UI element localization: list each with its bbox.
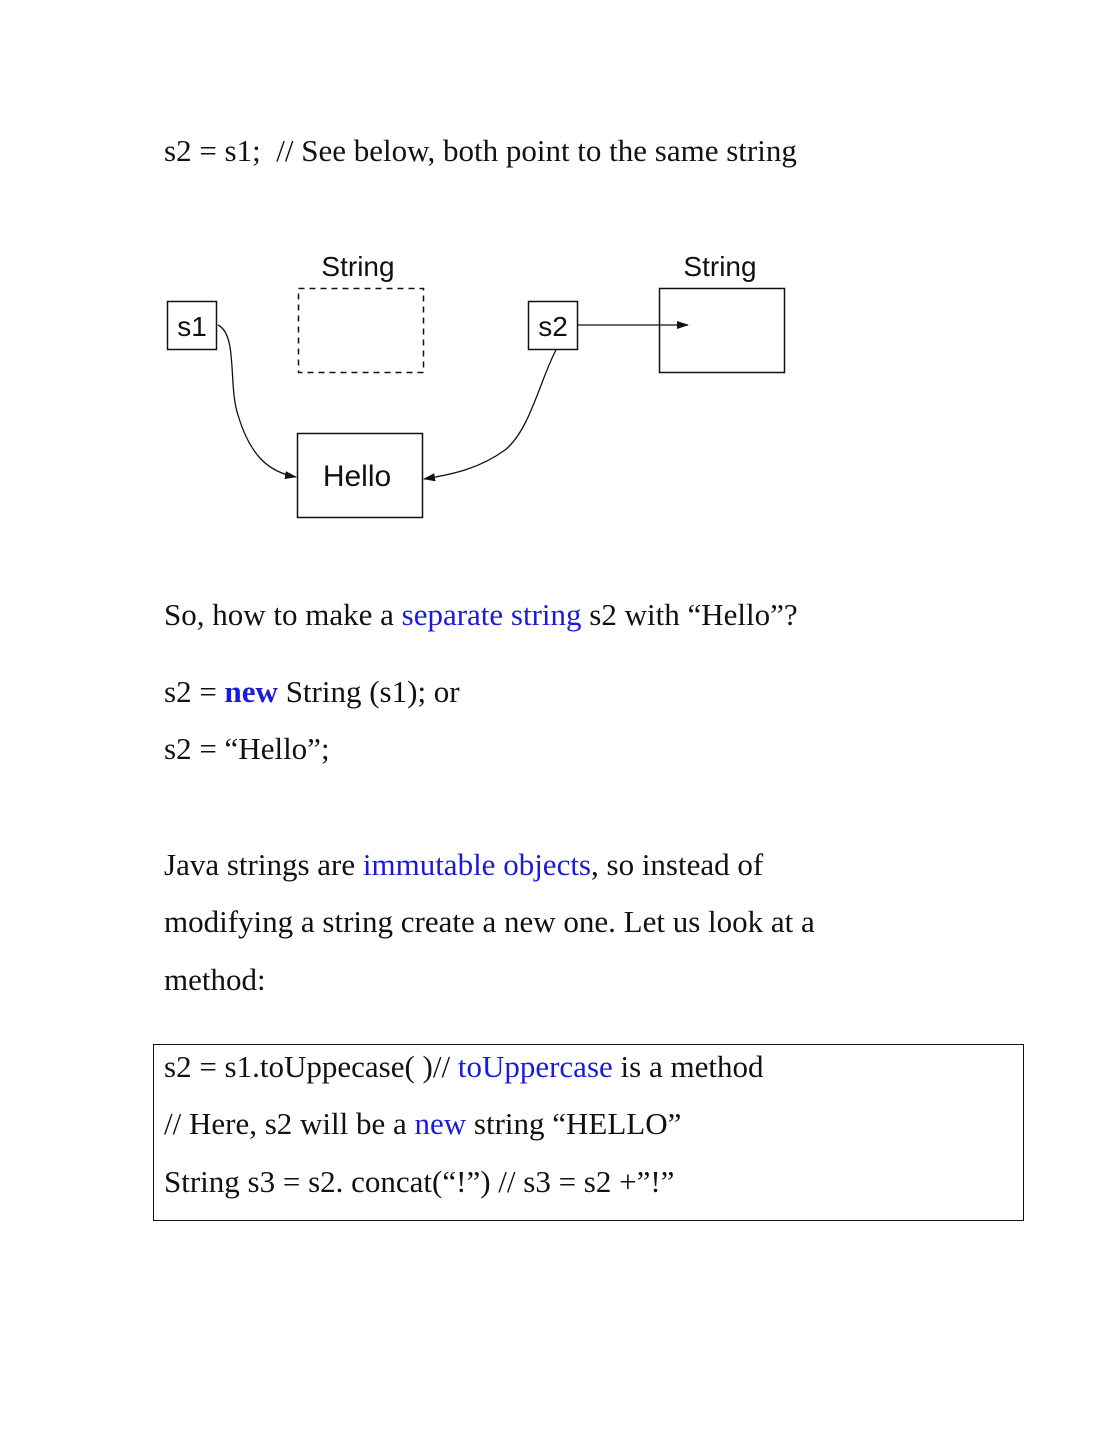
immutable-line-2: modifying a string create a new one. Let us look at a [164, 904, 815, 939]
reference-diagram [0, 0, 1113, 560]
immutable-l1-end: , so instead of [591, 847, 764, 882]
intro-comment: // See below, both point to the same string [276, 133, 797, 168]
immutable-line-3: method: [164, 962, 266, 997]
hello-label: Hello [322, 460, 392, 493]
code-l2-highlight: new [414, 1106, 467, 1141]
code-line-3: String s3 = s2. concat(“!”) // s3 = s2 +”!” [164, 1164, 675, 1199]
question-text-start: So, how to make a [164, 597, 402, 632]
immutable-highlight: immutable objects [362, 847, 591, 882]
new-keyword: new [224, 674, 278, 709]
s2-to-hello-arrow [424, 350, 556, 479]
new-string-box [660, 289, 785, 373]
string-label-right: String [683, 251, 757, 282]
intro-code: s2 = s1; [164, 133, 261, 168]
immutable-l1-start: Java strings are [164, 847, 363, 882]
code-l2-end: string “HELLO” [466, 1106, 682, 1141]
code-l2-start: // Here, s2 will be a [164, 1106, 415, 1141]
code-line-1 [164, 1051, 763, 1082]
code-l1-start: s2 = s1.toUppecase( )// [164, 1049, 458, 1084]
question-line [164, 599, 798, 630]
s1-label: s1 [177, 311, 207, 342]
string-label-left: String [321, 251, 395, 282]
s1-to-hello-arrow [218, 325, 296, 477]
option1-line [164, 676, 460, 707]
question-text-end: s2 with “Hello”? [581, 597, 798, 632]
code-l1-highlight: toUppercase [457, 1049, 613, 1084]
code-l1-end: is a method [612, 1049, 764, 1084]
option1-start: s2 = [164, 674, 225, 709]
option1-end: String (s1); or [277, 674, 460, 709]
code-line-2 [164, 1108, 681, 1139]
question-highlight: separate string [401, 597, 582, 632]
s2-label: s2 [538, 311, 568, 342]
option2-line: s2 = “Hello”; [164, 731, 330, 766]
old-string-box [299, 289, 424, 373]
immutable-line-1 [164, 849, 763, 880]
